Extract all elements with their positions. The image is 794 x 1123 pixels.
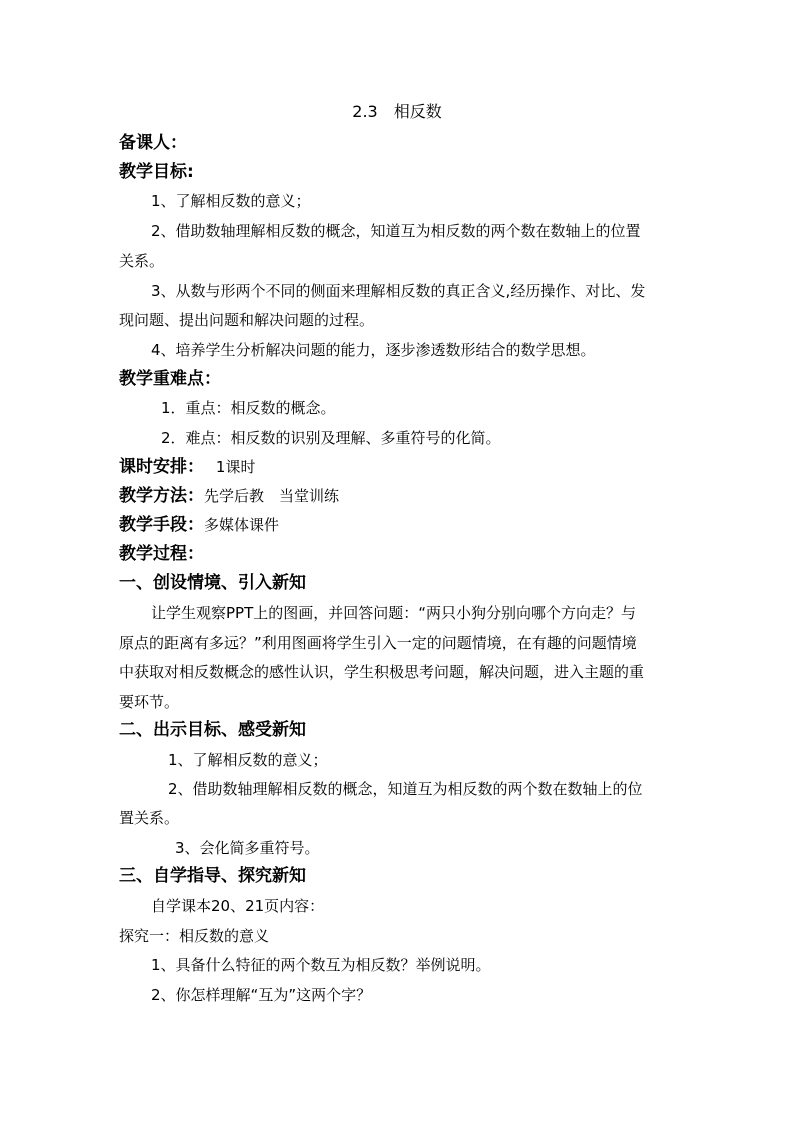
objective-line: 3、从数与形两个不同的侧面来理解相反数的真正含义,经历操作、对比、发 bbox=[151, 282, 646, 300]
method-row bbox=[119, 486, 339, 506]
section1-heading: 一、创设情境、引入新知 bbox=[119, 573, 306, 593]
objective-line: 1、了解相反数的意义； bbox=[151, 192, 311, 210]
section1-line: 要环节。 bbox=[119, 693, 180, 711]
section3-line: 2、你怎样理解“互为”这两个字？ bbox=[151, 986, 372, 1004]
schedule-row bbox=[119, 457, 255, 477]
section3-heading: 三、自学指导、探究新知 bbox=[119, 866, 306, 886]
section3-line: 1、具备什么特征的两个数互为相反数？举例说明。 bbox=[151, 956, 491, 974]
preparer-label: 备课人： bbox=[119, 133, 187, 153]
means-row bbox=[119, 515, 279, 535]
section3-line: 自学课本20、21页内容： bbox=[151, 897, 325, 915]
section2-line: 1、了解相反数的意义； bbox=[168, 751, 328, 769]
section3-line: 探究一：相反数的意义 bbox=[119, 927, 270, 945]
section1-line: 让学生观察PPT上的图画，并回答问题：“两只小狗分别向哪个方向走？与 bbox=[151, 604, 637, 622]
process-heading: 教学过程： bbox=[119, 544, 204, 564]
section1-line: 原点的距离有多远？”利用图画将学生引入一定的问题情境，在有趣的问题情境 bbox=[119, 634, 637, 652]
objective-line: 4、培养学生分析解决问题的能力，逐步渗透数形结合的数学思想。 bbox=[151, 341, 596, 359]
method-label: 教学方法： bbox=[119, 486, 204, 506]
section2-heading: 二、出示目标、感受新知 bbox=[119, 720, 306, 740]
method-value: 先学后教 当堂训练 bbox=[204, 487, 340, 505]
objective-line: 2、借助数轴理解相反数的概念，知道互为相反数的两个数在数轴上的位置 bbox=[151, 222, 641, 240]
page-title: 2.3 相反数 bbox=[352, 102, 442, 121]
keypoints-heading: 教学重难点： bbox=[119, 369, 221, 389]
keypoint-line: 2．难点：相反数的识别及理解、多重符号的化简。 bbox=[161, 429, 501, 447]
means-label: 教学手段： bbox=[119, 515, 204, 535]
schedule-label: 课时安排： bbox=[119, 457, 204, 477]
keypoint-line: 1．重点：相反数的概念。 bbox=[161, 399, 336, 417]
means-value: 多媒体课件 bbox=[204, 516, 280, 534]
schedule-value: 1课时 bbox=[215, 458, 256, 476]
section2-line: 2、借助数轴理解相反数的概念，知道互为相反数的两个数在数轴上的位 bbox=[168, 780, 643, 798]
objective-line: 现问题、提出问题和解决问题的过程。 bbox=[119, 311, 375, 329]
section2-line: 3、会化简多重符号。 bbox=[175, 839, 320, 857]
section1-line: 中获取对相反数概念的感性认识，学生积极思考问题，解决问题，进入主题的重 bbox=[119, 663, 645, 681]
objectives-heading: 教学目标: bbox=[119, 162, 194, 182]
section2-line: 置关系。 bbox=[119, 809, 180, 827]
objective-line: 关系。 bbox=[119, 252, 165, 270]
